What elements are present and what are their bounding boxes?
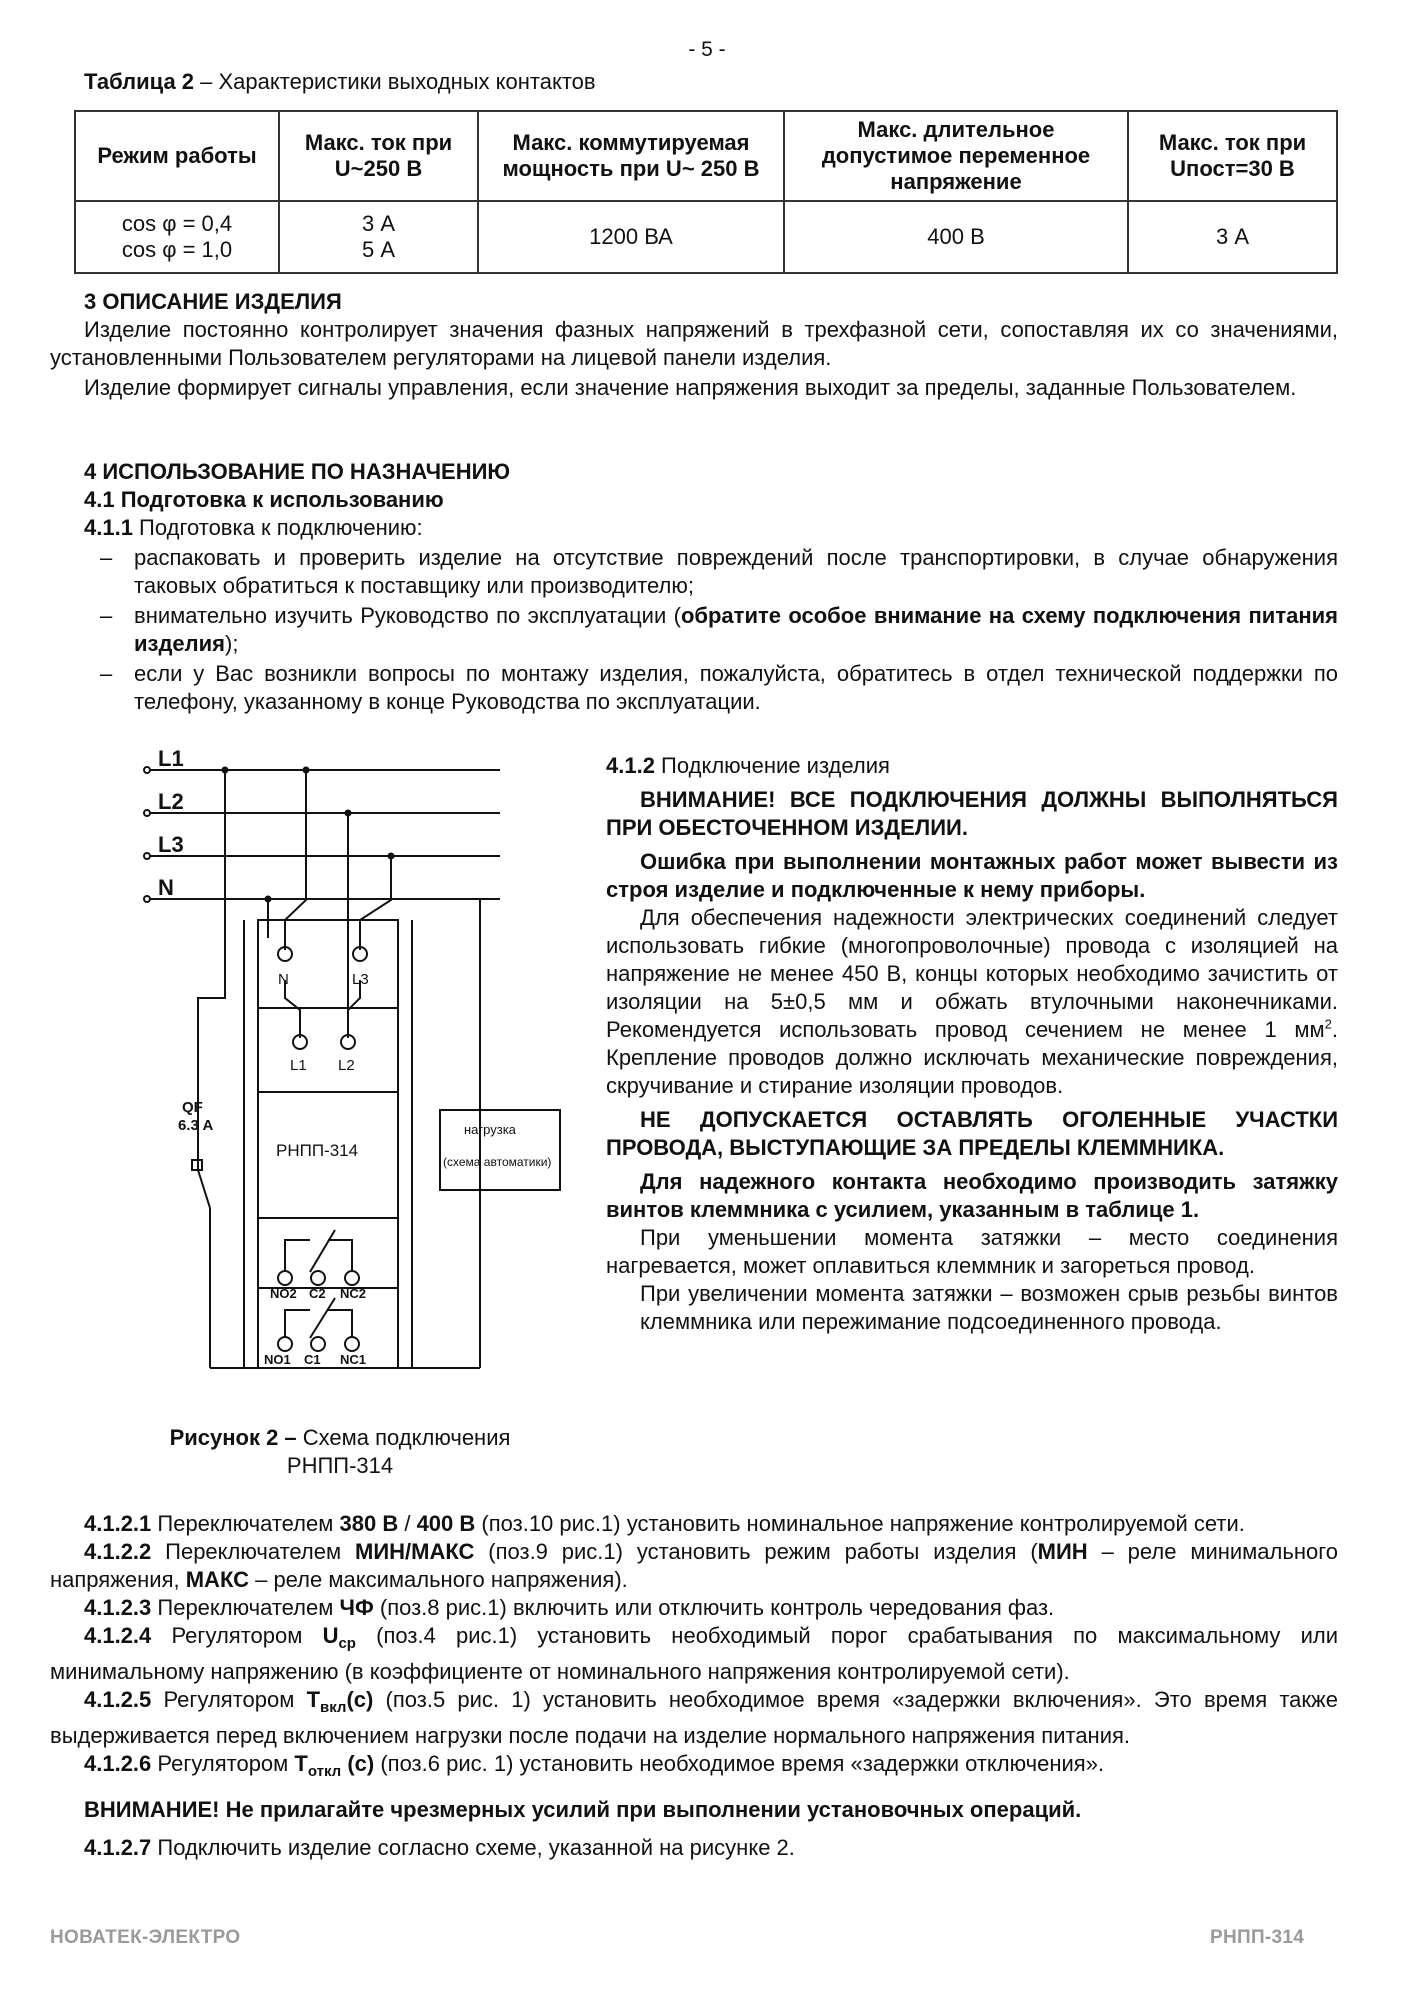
wire-device-n — [285, 895, 306, 950]
table-row — [75, 201, 1337, 273]
terminal-label-no2: NO2 — [270, 1286, 297, 1301]
label-l1: L1 — [158, 746, 184, 771]
torque-high-note: При увеличении момента затяжки – возможен срыв резьбы винтов клеммника или пережимание подсоединенного провода. — [640, 1281, 1338, 1334]
relay1-switch — [310, 1298, 335, 1338]
figure-caption: Рисунок 2 – Схема подключения РНПП-314 — [169, 1425, 511, 1478]
junction-dot — [265, 896, 272, 903]
table-header-row — [75, 111, 1337, 201]
junction-dot — [388, 853, 395, 860]
terminal-label-c1: C1 — [304, 1352, 321, 1367]
relay1-no-contact — [285, 1310, 310, 1338]
load-sublabel: (схема автоматики) — [443, 1155, 552, 1169]
warning-bare-wire: НЕ ДОПУСКАЕТСЯ ОСТАВЛЯТЬ ОГОЛЕННЫЕ УЧАСТКИ ПРОВОДА, ВЫСТУПАЮЩИЕ ЗА ПРЕДЕЛЫ КЛЕММНИКА. — [606, 1107, 1338, 1160]
table-header-cell: Макс. коммутируемая мощность при U~ 250 В — [478, 111, 784, 201]
load-label: нагрузка — [464, 1122, 516, 1137]
relay2-no-contact — [285, 1240, 310, 1272]
table-header-cell: Режим работы — [75, 111, 279, 201]
terminal-l2-end — [144, 810, 150, 816]
page-number: - 5 - — [688, 38, 726, 61]
wiring-diagram — [140, 740, 580, 1430]
terminal-c1 — [311, 1337, 325, 1351]
footer-product: РНПП-314 — [1210, 1927, 1305, 1948]
warning-installation-error: Ошибка при выполнении монтажных работ может вывести из строя изделие и подключенные к нему приборы. — [606, 849, 1338, 902]
section-4-title: 4 ИСПОЛЬЗОВАНИЕ ПО НАЗНАЧЕНИЮ — [84, 459, 511, 484]
table-caption — [84, 68, 596, 96]
step-4-1-2-4: 4.1.2.4 Регулятором $U_{ср}$ (поз.4 рис.1) установить необходимый порог срабатывания по максимальному или минимальному напряжению (в коэффициенте от номинального напряжения контролируемой сети). — [50, 1623, 1338, 1684]
wiring-instructions: Для обеспечения надежности электрических соединений следует использовать гибкие (многопроволочные) провода с изоляцией на напряжение не менее 450 В, концы которых необходимо зачистить от изоляции на 5±0,5 мм и обжать втулочными наконечниками. Рекомендуется использовать провод сечением не менее 1 $мм^2$. Крепление проводов должно исключать механические повреждения, скручивание и стирание изоляции проводов. — [606, 905, 1338, 1098]
list-item: – распаковать и проверить изделие на отсутствие повреждений после транспортировки, в случае обнаружения таковых обратиться к поставщику или производителю; — [100, 545, 1338, 598]
relay2-switch — [310, 1230, 335, 1272]
terminal-label-l2: L2 — [338, 1057, 355, 1074]
junction-dot — [222, 767, 229, 774]
terminal-label-nc1: NC1 — [340, 1352, 367, 1367]
section-4-1-1: 4.1.1 Подготовка к подключению: — [84, 515, 423, 540]
table-cell-mode: cos φ = 0,4 cos φ = 1,0 — [75, 201, 279, 273]
terminal-label-nc2: NC2 — [340, 1286, 367, 1301]
step-4-1-2-6: 4.1.2.6 Регулятором $T_{откл}$ (с) (поз.6 рис. 1) установить необходимое время «задержки отключения». — [84, 1751, 1105, 1780]
terminal-l3-end — [144, 853, 150, 859]
wire-device-l3 — [360, 895, 391, 950]
table-header-cell: Макс. ток при U~250 В — [279, 111, 478, 201]
list-item: – внимательно изучить Руководство по эксплуатации (обратите особое внимание на схему подключения питания изделия); — [100, 603, 1338, 656]
warning-screw-torque: Для надежного контакта необходимо производить затяжку винтов клеммника с усилием, указанным в таблице 1. — [606, 1169, 1338, 1222]
step-4-1-2-2: 4.1.2.2 Переключателем МИН/МАКС (поз.9 рис.1) установить режим работы изделия (МИН – реле минимального напряжения, МАКС – реле максимального напряжения). — [50, 1539, 1339, 1592]
section-3-paragraph-1: Изделие постоянно контролирует значения фазных напряжений в трехфазной сети, сопоставляя их со значениями, установленными Пользователем регуляторами на лицевой панели изделия. — [50, 317, 1338, 370]
relay2-nc-contact — [328, 1240, 352, 1272]
label-l3: L3 — [158, 832, 184, 857]
terminal-n-end — [144, 896, 150, 902]
terminal-no2 — [278, 1271, 292, 1285]
table-header-cell: Макс. ток при Uпост=30 В — [1128, 111, 1337, 201]
junction-dot — [345, 810, 352, 817]
step-4-1-2-3: 4.1.2.3 Переключателем ЧФ (поз.8 рис.1) включить или отключить контроль чередования фаз. — [84, 1595, 1055, 1620]
terminal-no1 — [278, 1337, 292, 1351]
terminal-label-l3: L3 — [352, 971, 369, 988]
table-cell-dc-current: 3 А — [1128, 201, 1337, 273]
relay1-nc-contact — [328, 1310, 352, 1338]
junction-dot — [303, 767, 310, 774]
torque-low-note: При уменьшении момента затяжки – место соединения нагревается, может оплавиться клеммник и загореться провод. — [606, 1225, 1338, 1278]
qf-label: QF — [182, 1099, 203, 1116]
label-n: N — [158, 875, 174, 900]
terminal-label-no1: NO1 — [264, 1352, 291, 1367]
section-3-title: 3 ОПИСАНИЕ ИЗДЕЛИЯ — [84, 289, 342, 314]
device-label: РНПП-314 — [276, 1141, 359, 1160]
table-cell-current: 3 А 5 А — [279, 201, 478, 273]
table-cell-power: 1200 ВА — [478, 201, 784, 273]
warning-deenergized: ВНИМАНИЕ! ВСЕ ПОДКЛЮЧЕНИЯ ДОЛЖНЫ ВЫПОЛНЯТЬСЯ ПРИ ОБЕСТОЧЕННОМ ИЗДЕЛИИ. — [606, 787, 1338, 840]
terminal-nc2 — [345, 1271, 359, 1285]
table-caption-label: Таблица 2 — [84, 69, 195, 94]
setup-steps — [50, 1510, 1338, 1862]
section-4-1-2 — [606, 752, 1338, 1336]
qf-rating: 6.3 A — [178, 1117, 214, 1134]
terminal-c2 — [311, 1271, 325, 1285]
section-4-1-title: 4.1 Подготовка к использованию — [84, 487, 444, 512]
qf-switch — [198, 1170, 210, 1208]
terminal-label-c2: C2 — [309, 1286, 326, 1301]
warning-no-excess-force: ВНИМАНИЕ! Не прилагайте чрезмерных усилий при выполнении установочных операций. — [84, 1797, 1082, 1822]
terminal-l1-end — [144, 767, 150, 773]
step-4-1-2-1: 4.1.2.1 Переключателем 380 В / 400 В (поз.10 рис.1) установить номинальное напряжение контролируемой сети. — [84, 1511, 1245, 1536]
terminal-label-n: N — [278, 971, 289, 988]
footer-company: НОВАТЕК-ЭЛЕКТРО — [50, 1927, 241, 1948]
step-4-1-2-5: 4.1.2.5 Регулятором $T_{вкл}(с)$ (поз.5 рис. 1) установить необходимое время «задержки включения». Это время также выдерживается перед включением нагрузки после подачи на изделие нормального напряжения питания. — [50, 1687, 1338, 1748]
table-header-cell: Макс. длительное допустимое переменное напряжение — [784, 111, 1128, 201]
step-4-1-2-7: 4.1.2.7 Подключить изделие согласно схеме, указанной на рисунке 2. — [84, 1835, 795, 1860]
list-item: – если у Вас возникли вопросы по монтажу изделия, пожалуйста, обратитесь в отдел технической поддержки по телефону, указанному в конце Руководства по эксплуатации. — [100, 661, 1338, 714]
output-contacts-table — [74, 110, 1338, 274]
table-caption-text: – Характеристики выходных контактов — [194, 69, 596, 94]
table-cell-voltage: 400 В — [784, 201, 1128, 273]
section-4-1-2-title: 4.1.2 Подключение изделия — [606, 753, 890, 778]
section-3-paragraph-2: Изделие формирует сигналы управления, если значение напряжения выходит за пределы, заданные Пользователем. — [84, 375, 1297, 400]
wire-qf-in — [198, 938, 225, 1170]
label-l2: L2 — [158, 789, 184, 814]
terminal-nc1 — [345, 1337, 359, 1351]
terminal-label-l1: L1 — [290, 1057, 307, 1074]
